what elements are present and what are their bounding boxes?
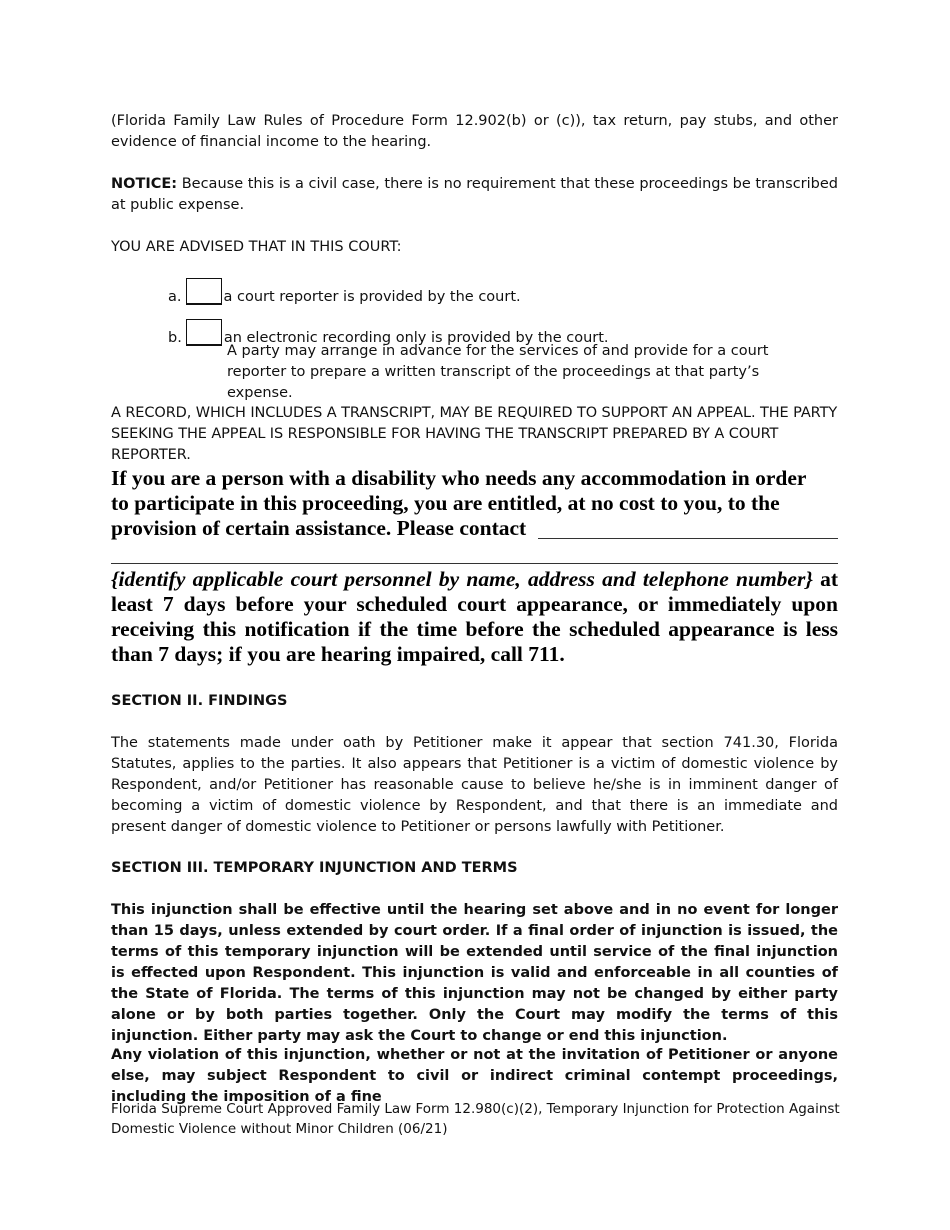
intro-paragraph: (Florida Family Law Rules of Procedure Form 12.902(b) or (c)), tax return, pay stubs, and other evidence of financial income to the hearing. (111, 113, 838, 150)
option-a-text: a court reporter is provided by the court. (223, 289, 521, 305)
section-2-heading: SECTION II. FINDINGS (111, 693, 288, 709)
form-footer (111, 1099, 851, 1139)
option-a-checkbox[interactable] (186, 278, 222, 305)
advised-heading: YOU ARE ADVISED THAT IN THIS COURT: (111, 239, 402, 255)
section-2-findings: The statements made under oath by Petitioner make it appear that section 741.30, Florida Statutes, applies to the parties. It also appears that Petitioner is a victim of domestic violence by Respondent, and/or Petitioner has reasonable cause to believe he/she is in imminent danger of becoming a victim of domestic violence by Respondent, and that there is an immediate and present danger of domestic violence to Petitioner or persons lawfully with Petitioner. (111, 735, 838, 835)
section-3-heading: SECTION III. TEMPORARY INJUNCTION AND TERMS (111, 860, 518, 876)
option-b-letter: b. (168, 330, 182, 346)
notice-label: NOTICE: (111, 176, 178, 192)
option-b-checkbox[interactable] (186, 319, 222, 346)
option-a-letter: a. (168, 289, 182, 305)
footer-line-2: Domestic Violence without Minor Children (06/21) (111, 1121, 448, 1137)
footer-line-1: Florida Supreme Court Approved Family Law Form 12.980(c)(2), Temporary Injunction for Protection Against (111, 1101, 840, 1117)
option-a (168, 278, 521, 308)
ada-continuation-text: at least 7 days before your scheduled court appearance, or immediately upon receiving this notification if the time before the scheduled appearance is less than 7 days; if you are hearing impaired, call 711. (111, 567, 838, 666)
contact-blank-line-2[interactable] (111, 563, 838, 564)
ada-notice: If you are a person with a disability who needs any accommodation in order to participate in this proceeding, you are entitled, at no cost to you, to the provision of certain assistance. Please contact (111, 466, 807, 540)
notice-paragraph (111, 174, 838, 216)
option-b-note: A party may arrange in advance for the services of and provide for a court reporter to prepare a written transcript of the proceedings at that party’s expense. (227, 343, 769, 401)
ada-continuation (111, 567, 838, 667)
record-notice: A RECORD, WHICH INCLUDES A TRANSCRIPT, MAY BE REQUIRED TO SUPPORT AN APPEAL. THE PARTY SEEKING THE APPEAL IS RESPONSIBLE FOR HAVING THE TRANSCRIPT PREPARED BY A COURT REPORTER. (111, 405, 838, 463)
section-3-paragraph-2: Any violation of this injunction, whether or not at the invitation of Petitioner or anyone else, may subject Respondent to civil or indirect criminal contempt proceedings, including the imposition of a fine (111, 1047, 838, 1105)
contact-blank-line-1[interactable] (538, 538, 838, 539)
option-b-text: an electronic recording only is provided by the court. (223, 330, 609, 346)
section-3-paragraph-1: This injunction shall be effective until the hearing set above and in no event for longer than 15 days, unless extended by court order. If a final order of injunction is issued, the terms of this temporary injunction will be extended until service of the final injunction is effected upon Respondent. This injunction is valid and enforceable in all counties of the State of Florida. The terms of this injunction may not be changed by either party alone or by both parties together. Only the Court may modify the terms of this injunction. Either party may ask the Court to change or end this injunction. (111, 902, 838, 1044)
contact-placeholder: {identify applicable court personnel by name, address and telephone number} (111, 567, 813, 591)
notice-text: Because this is a civil case, there is no requirement that these proceedings be transcribed at public expense. (111, 176, 838, 213)
